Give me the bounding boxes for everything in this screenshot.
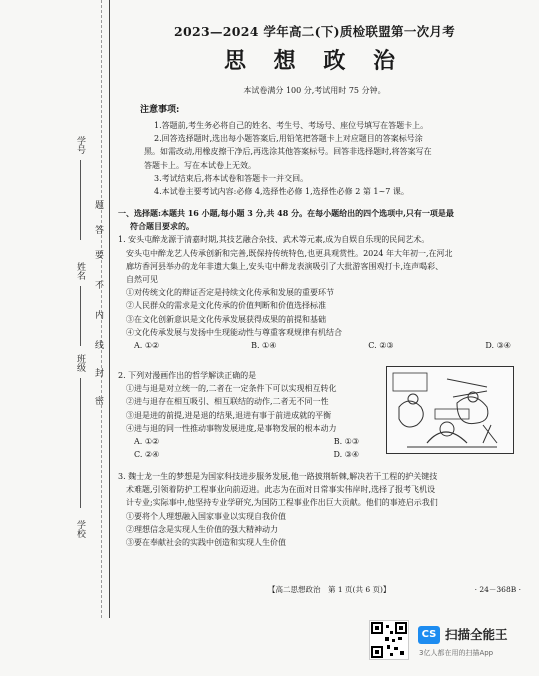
seal-char: 密 (93, 396, 103, 405)
q1-statement: ②人民群众的需求是文化传承的价值判断和价值选择标准 (126, 301, 326, 311)
margin-label-id: 学号 (75, 136, 85, 154)
q1-stem-line: 廊坊香河县举办的龙年非遗大集上,安头屯中醉龙表演吸引了大批游客围观打卡,连声喝彩、 (126, 261, 444, 271)
seal-char: 题 (93, 200, 103, 209)
q1-option-d: D. ③④ (485, 341, 511, 351)
q2-stem: 2. 下列对漫画作出的哲学解读正确的是 (118, 371, 257, 380)
note-item: 2.回答选择题时,选出每小题答案后,用铅笔把答题卡上对应题目的答案标号涂 (154, 134, 423, 144)
notes-title: 注意事项: (140, 105, 180, 115)
margin-fill-line (80, 160, 81, 240)
q3-stem-line: 计专业;实际事中,他坚持专业学研究,为国防工程事业作出巨大贡献。他们的事迹启示我们 (126, 498, 438, 508)
seal-char: 内 (93, 310, 103, 319)
margin-fill-line (80, 378, 81, 508)
note-item: 3.考试结束后,将本试卷和答题卡一并交回。 (154, 173, 309, 183)
q3-statement: ③要在奉献社会的实践中创造和实现人生价值 (126, 538, 286, 548)
seal-char: 要 (93, 250, 103, 259)
subject-title: 思 想 政 治 (224, 48, 405, 74)
margin-label-school: 学校 (75, 520, 85, 538)
margin-fill-line (80, 286, 81, 346)
note-item: 黑。如需改动,用橡皮擦干净后,再选涂其他答案标号。回答非选择题时,将答案写在 (144, 147, 432, 157)
q1-option-b: B. ①④ (251, 341, 277, 351)
section-heading: 一、选择题:本题共 16 小题,每小题 3 分,共 48 分。在每小题给出的四个选项中,只有一项是最 (118, 208, 454, 218)
q2-statement: ②进与退存在相互吸引、相互联结的动作,二者无不同一性 (126, 397, 329, 407)
q2-options (118, 435, 379, 448)
q3-statement: ①要将个人理想融入国家事业以实现自我价值 (126, 511, 286, 521)
section-one (118, 207, 521, 352)
q1-statement: ④文化传承发展与发扬中生现能动性与尊重客观规律有机结合 (126, 327, 342, 337)
note-item: 1.答题前,考生务必将自己的姓名、考生号、考场号、座位号填写在答题卡上。 (154, 121, 429, 130)
seal-char: 线 (93, 340, 103, 349)
qr-code-icon (369, 620, 409, 660)
seal-char: 封 (93, 368, 103, 377)
q1-statement: ③在文化创新意识是文化传承发展获得成果的前提和基础 (126, 314, 326, 324)
q1-stem-line: 1. 安头屯醉龙源于清嘉时期,其技艺融合杂技、武术等元素,成为自娱自乐现的民间艺术。 (118, 235, 430, 245)
q1-option-c: C. ②③ (368, 341, 394, 351)
note-item: 4.本试卷主要考试内容:必修 4,选择性必修 1,选择性必修 2 第 1~7 课。 (154, 187, 409, 197)
camscanner-name: 扫描全能王 (445, 627, 508, 642)
notes-list (118, 119, 521, 198)
q2-option-a: A. ①② (134, 437, 160, 447)
cartoon-image (386, 366, 514, 454)
q3-statement: ②理想信念是实现人生价值的强大精神动力 (126, 524, 278, 534)
camscanner-logo: CS (418, 626, 440, 644)
q2-option-d: D. ③④ (333, 450, 359, 460)
q1-stem-line: 安头屯中醉龙艺人传承创新和完善,既保持传统特色,也更具观赏性。2024 年大年初一,在河北 (126, 248, 453, 258)
q2-options (118, 448, 379, 461)
footer-code: · 24－368B · (474, 585, 521, 594)
cartoon-drawing (387, 367, 513, 453)
q2-statement: ③退是进的前提,进是退的结果,退进有事于前进成就的平衡 (126, 410, 332, 420)
section-heading-cont: 符合题目要求的。 (130, 221, 194, 232)
q3-stem-line: 3. 魏士龙一生的梦想是为国家科技进步服务发展,他一路披荆斩棘,解决若干工程的护关键技 (118, 472, 438, 481)
exam-title: 2023—2024 学年高二(下)质检联盟第一次月考 (173, 24, 456, 39)
q2-statement: ④进与退的同一性推动事物发展进度,是事物发展的根本动力 (126, 423, 337, 433)
note-item: 答题卡上。写在本试卷上无效。 (144, 160, 256, 170)
q1-option-a: A. ①② (134, 341, 160, 351)
q2-option-b: B. ①③ (333, 437, 359, 447)
seal-char: 答 (93, 225, 103, 234)
margin-label-class: 班级 (75, 354, 85, 372)
q1-statement: ①对传统文化的辩证否定是持续文化传承和发展的重要环节 (126, 288, 334, 298)
q2-option-c: C. ②④ (134, 450, 160, 460)
binding-dashed-line (101, 0, 102, 618)
margin-label-name: 姓名 (75, 262, 85, 280)
question-three (118, 470, 521, 549)
q1-options (118, 339, 521, 352)
question-two (118, 369, 379, 461)
q1-stem-line: 自然可见 (126, 275, 158, 285)
q2-statement: ①进与退是对立统一的,二者在一定条件下可以实现相互转化 (126, 384, 337, 394)
score-info: 本试卷满分 100 分,考试用时 75 分钟。 (243, 86, 386, 95)
seal-char: 不 (93, 280, 103, 289)
q3-stem-line: 术难题,引领着防护工程事业向前迈进。此志为在面对日常事实伟岸时,选择了报考飞机设 (126, 485, 436, 495)
camscanner-tagline: 3亿人都在用的扫描App (419, 649, 494, 657)
footer-page-info: 【高二思想政治 第 1 页(共 6 页)】 (268, 585, 391, 594)
